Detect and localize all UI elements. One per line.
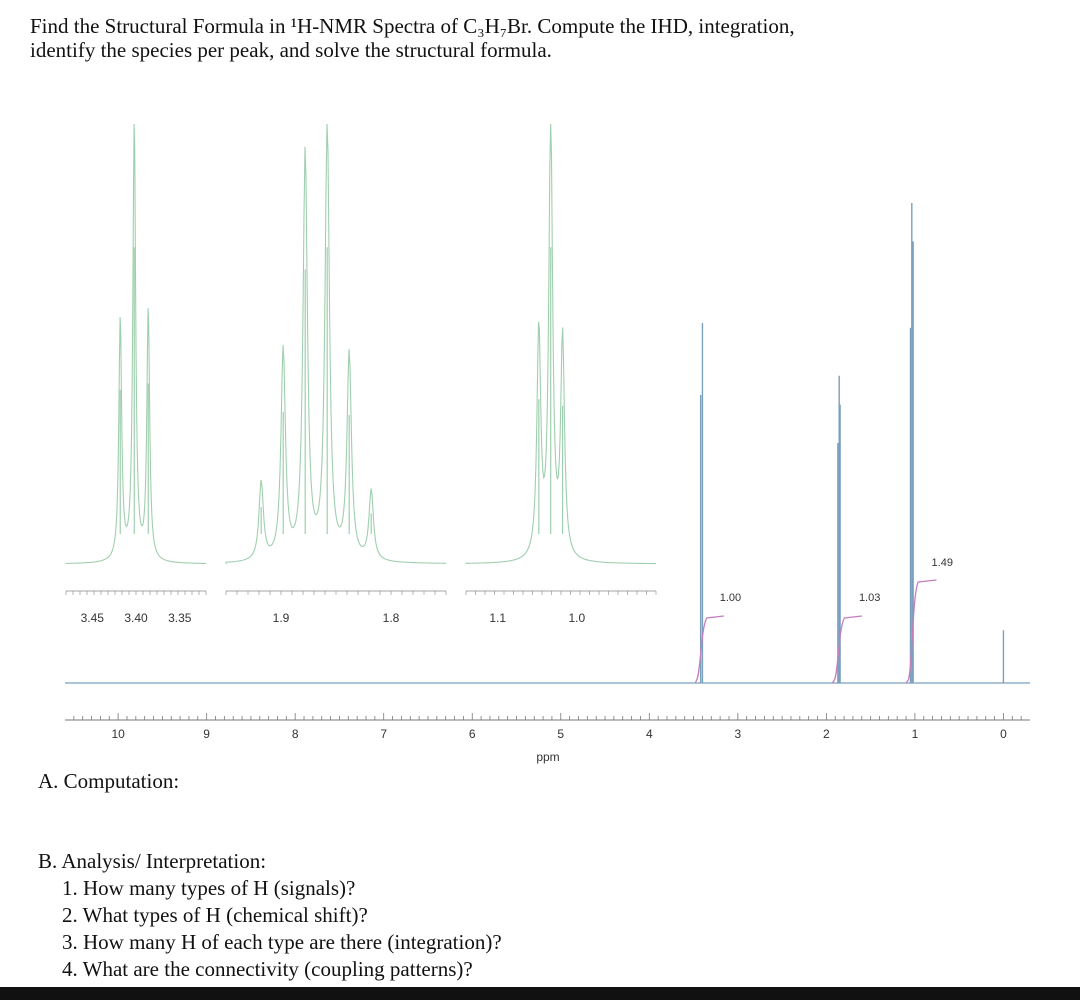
multiplet-inset — [226, 124, 446, 625]
multiplet-inset — [66, 124, 206, 625]
inset-tick-label: 3.35 — [168, 611, 192, 625]
tick-label: 7 — [380, 727, 388, 741]
question-item: 1. How many types of H (signals)? — [62, 876, 356, 900]
question-item: 4. What are the connectivity (coupling patterns)? — [62, 957, 473, 981]
title-line-1: Find the Structural Formula in ¹H-NMR Spectra of C₃H₇Br. Compute the IHD, integration, — [30, 14, 795, 38]
question-item: 2. What types of H (chemical shift)? — [62, 903, 368, 927]
inset-tick-label: 3.45 — [80, 611, 104, 625]
integration-value: 1.00 — [719, 592, 742, 604]
inset-tick-label: 1.1 — [489, 611, 507, 625]
question-list — [62, 875, 502, 983]
bottom-bar — [0, 987, 1080, 1000]
integration-value: 1.49 — [931, 557, 953, 569]
integration-value: 1.03 — [858, 592, 881, 604]
tick-label: 10 — [111, 727, 125, 741]
integral-curve — [695, 616, 724, 683]
title-line-2: identify the species per peak, and solve the structural formula. — [30, 38, 552, 62]
question-item: 3. How many H of each type are there (integration)? — [62, 930, 502, 954]
tick-label: 2 — [823, 727, 830, 741]
section-a-heading: A. Computation: — [38, 769, 180, 793]
tick-label: 9 — [203, 727, 210, 741]
multiplet-trace — [66, 124, 206, 564]
inset-tick-label: 1.9 — [272, 611, 290, 625]
multiplet-insets — [66, 124, 656, 625]
integral-curve — [833, 616, 863, 683]
tick-label: 3 — [734, 727, 742, 741]
inset-tick-label: 1.8 — [382, 611, 400, 625]
tick-label: 5 — [557, 727, 565, 741]
inset-tick-label: 1.0 — [568, 611, 586, 625]
question-title — [30, 14, 795, 62]
tick-label: 1 — [911, 727, 919, 741]
multiplet-trace — [226, 124, 446, 564]
main-spectrum — [65, 203, 1030, 683]
ppm-axis — [65, 713, 1030, 741]
tick-label: 4 — [645, 727, 653, 741]
tick-label: 8 — [291, 727, 299, 741]
multiplet-inset — [466, 124, 656, 625]
inset-tick-label: 3.40 — [124, 611, 148, 625]
section-b-heading: B. Analysis/ Interpretation: — [38, 849, 267, 873]
x-axis-label: ppm — [536, 750, 560, 764]
nmr-spectrum — [0, 80, 1080, 770]
tick-label: 0 — [1000, 727, 1007, 741]
multiplet-trace — [466, 124, 656, 564]
tick-label: 6 — [468, 727, 476, 741]
